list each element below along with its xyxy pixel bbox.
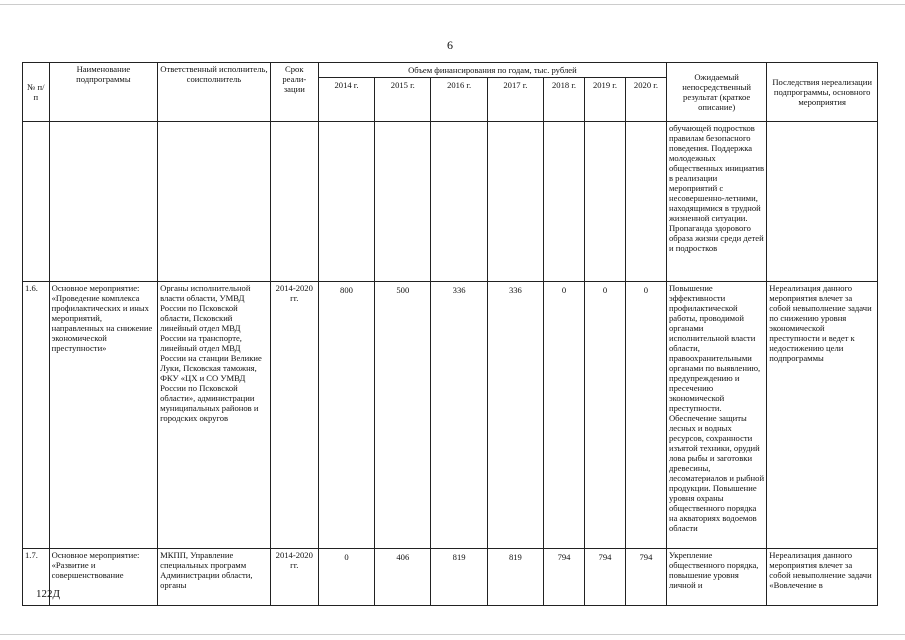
row-value	[487, 122, 543, 282]
row-value: 800	[318, 282, 374, 549]
table-row	[23, 282, 878, 549]
header-name: Наименование подпрограммы	[49, 63, 158, 122]
row-term	[270, 122, 318, 282]
row-result: Укрепление общественного порядка, повышение уровня личной и	[666, 549, 766, 606]
row-value: 336	[487, 282, 543, 549]
row-value: 819	[487, 549, 543, 606]
page-number: 6	[447, 38, 453, 52]
row-consequences	[767, 122, 878, 282]
header-year: 2014 г.	[318, 78, 374, 122]
header-year: 2019 г.	[584, 78, 625, 122]
row-name	[49, 122, 158, 282]
header-financing: Объем финансирования по годам, тыс. рублей	[318, 63, 666, 78]
header-consequences: Последствия нереализации подпрограммы, основного мероприятия	[767, 63, 878, 122]
row-value	[584, 122, 625, 282]
header-year: 2015 г.	[375, 78, 431, 122]
row-num	[23, 122, 50, 282]
row-value: 336	[431, 282, 487, 549]
row-num: 1.7.	[23, 549, 50, 606]
row-result: обучающей подростков правилам безопасного поведения. Поддержка молодежных общественных инициатив в реализации мероприятий с несовершенно-летними, находящимися в трудной жизненной ситуации. Пропаганда здорового образа жизни среди детей и подростков	[666, 122, 766, 282]
program-table	[22, 62, 878, 606]
row-name: Основное мероприятие: «Проведение комплекса профилактических и иных мероприятий, направленных на снижение экономической преступности»	[49, 282, 158, 549]
row-term: 2014-2020 гг.	[270, 282, 318, 549]
row-result: Повышение эффективности профилактической работы, проводимой органами исполнительной власти области, правоохранительными органами по выявлению, предупреждению и пресечению экономической преступности. Обеспечение защиты лесных и водных ресурсов, сохранности изъятой техники, орудий лова рыбы и заготовки древесины, лесоматериалов и рыбной продукции. Повышение уровня охраны общественного порядка на акваториях водоемов области	[666, 282, 766, 549]
table-row	[23, 549, 878, 606]
row-consequences: Нереализация данного мероприятия влечет за собой невыполнение задачи по снижению уровня экономической преступности и ведет к недостижению цели подпрограммы	[767, 282, 878, 549]
document-code: 122Д	[36, 588, 61, 600]
header-year: 2018 г.	[544, 78, 585, 122]
header-term: Срок реали-зации	[270, 63, 318, 122]
scan-edge-bottom	[0, 634, 905, 635]
scan-edge-top	[0, 4, 905, 5]
row-value: 406	[375, 549, 431, 606]
row-value	[625, 122, 666, 282]
header-year: 2017 г.	[487, 78, 543, 122]
row-value: 794	[625, 549, 666, 606]
header-year: 2020 г.	[625, 78, 666, 122]
row-value: 0	[584, 282, 625, 549]
header-result: Ожидаемый непосредственный результат (краткое описание)	[666, 63, 766, 122]
row-value	[431, 122, 487, 282]
row-value: 0	[544, 282, 585, 549]
row-responsible: Органы исполнительной власти области, УМВД России по Псковской области, Псковский линейный отдел МВД России на транспорте, линейный отдел МВД России на станции Великие Луки, Псковская таможня, ФКУ «ЦХ и СО УМВД России по Псковской области», администрации муниципальных районов и городских округов	[158, 282, 271, 549]
row-name: Основное мероприятие: «Развитие и совершенствование	[49, 549, 158, 606]
row-responsible	[158, 122, 271, 282]
row-value: 0	[625, 282, 666, 549]
header-num: № п/п	[23, 63, 50, 122]
header-row-1	[23, 63, 878, 78]
row-value: 794	[584, 549, 625, 606]
header-year: 2016 г.	[431, 78, 487, 122]
row-value	[544, 122, 585, 282]
row-value: 794	[544, 549, 585, 606]
row-responsible: МКПП, Управление специальных программ Администрации области, органы	[158, 549, 271, 606]
row-num: 1.6.	[23, 282, 50, 549]
row-value: 819	[431, 549, 487, 606]
table-row	[23, 122, 878, 282]
row-value: 0	[318, 549, 374, 606]
row-value	[318, 122, 374, 282]
row-term: 2014-2020 гг.	[270, 549, 318, 606]
row-value	[375, 122, 431, 282]
header-responsible: Ответственный исполнитель, соисполнитель	[158, 63, 271, 122]
row-consequences: Нереализация данного мероприятия влечет за собой невыполнение задачи «Вовлечение в	[767, 549, 878, 606]
row-value: 500	[375, 282, 431, 549]
